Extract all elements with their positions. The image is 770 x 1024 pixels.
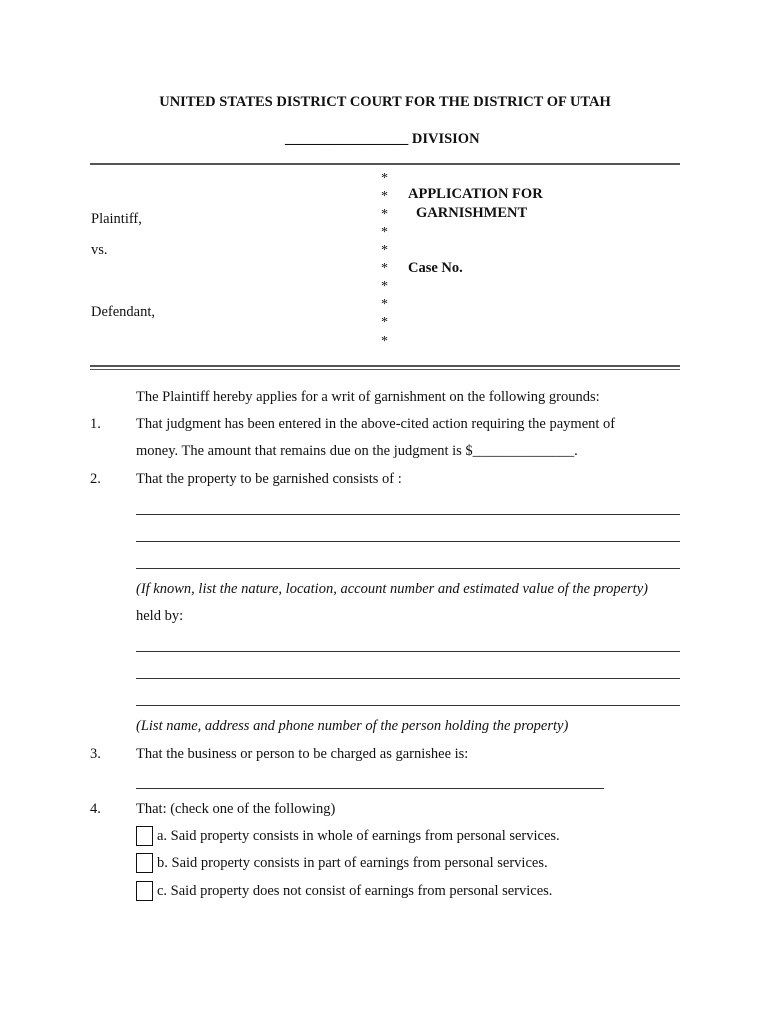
separator-star: *	[381, 279, 388, 294]
caption-bottom-rule-inner	[90, 369, 680, 370]
defendant-label: Defendant,	[91, 304, 156, 320]
option-a-label: a. Said property consists in whole of earnings from personal services.	[157, 828, 560, 844]
document-title-line2: GARNISHMENT	[416, 205, 528, 221]
option-a-checkbox[interactable]	[136, 826, 153, 846]
option-b-label: b. Said property consists in part of earnings from personal services.	[157, 855, 548, 871]
item-2-text: That the property to be garnished consists of :	[136, 471, 402, 487]
document-title-line1: APPLICATION FOR	[408, 186, 543, 202]
item-1-number: 1.	[90, 416, 101, 432]
garnishee-line[interactable]	[136, 788, 604, 789]
division-label: DIVISION	[411, 131, 480, 147]
item-2-number: 2.	[90, 471, 101, 487]
case-no-label: Case No.	[408, 260, 463, 276]
separator-star: *	[381, 315, 388, 330]
separator-star: *	[381, 334, 388, 349]
holder-line-1[interactable]	[136, 651, 680, 652]
option-c-checkbox[interactable]	[136, 881, 153, 901]
division-blank[interactable]: _________________	[285, 131, 409, 147]
separator-star: *	[381, 171, 388, 186]
separator-star: *	[381, 225, 388, 240]
item-1-line-1: That judgment has been entered in the above-cited action requiring the payment of	[136, 416, 616, 432]
separator-star: *	[381, 207, 388, 222]
property-line-1[interactable]	[136, 514, 680, 515]
caption-bottom-rule	[90, 365, 680, 367]
held-by-label: held by:	[136, 608, 184, 624]
separator-star: *	[381, 261, 388, 276]
item-3-number: 3.	[90, 746, 101, 762]
property-line-2[interactable]	[136, 541, 680, 542]
item-3-text: That the business or person to be charged as garnishee is:	[136, 746, 469, 762]
vs-label: vs.	[91, 242, 108, 258]
plaintiff-label: Plaintiff,	[91, 211, 142, 227]
option-c-label: c. Said property does not consist of earnings from personal services.	[157, 883, 553, 899]
intro-paragraph: The Plaintiff hereby applies for a writ of garnishment on the following grounds:	[136, 389, 600, 405]
property-line-3[interactable]	[136, 568, 680, 569]
property-note: (If known, list the nature, location, account number and estimated value of the property)	[136, 581, 648, 597]
holder-line-2[interactable]	[136, 678, 680, 679]
court-title: UNITED STATES DISTRICT COURT FOR THE DISTRICT OF UTAH	[159, 94, 611, 110]
holder-note: (List name, address and phone number of the person holding the property)	[136, 718, 569, 734]
separator-star: *	[381, 189, 388, 204]
item-4-number: 4.	[90, 801, 101, 817]
item-4-text: That: (check one of the following)	[136, 801, 336, 817]
division-line	[285, 131, 480, 148]
separator-star: *	[381, 297, 388, 312]
holder-line-3[interactable]	[136, 705, 680, 706]
separator-star: *	[381, 243, 388, 258]
option-b-checkbox[interactable]	[136, 853, 153, 873]
item-1-line-2: money. The amount that remains due on the judgment is $______________.	[136, 443, 578, 459]
caption-top-rule	[90, 163, 680, 165]
